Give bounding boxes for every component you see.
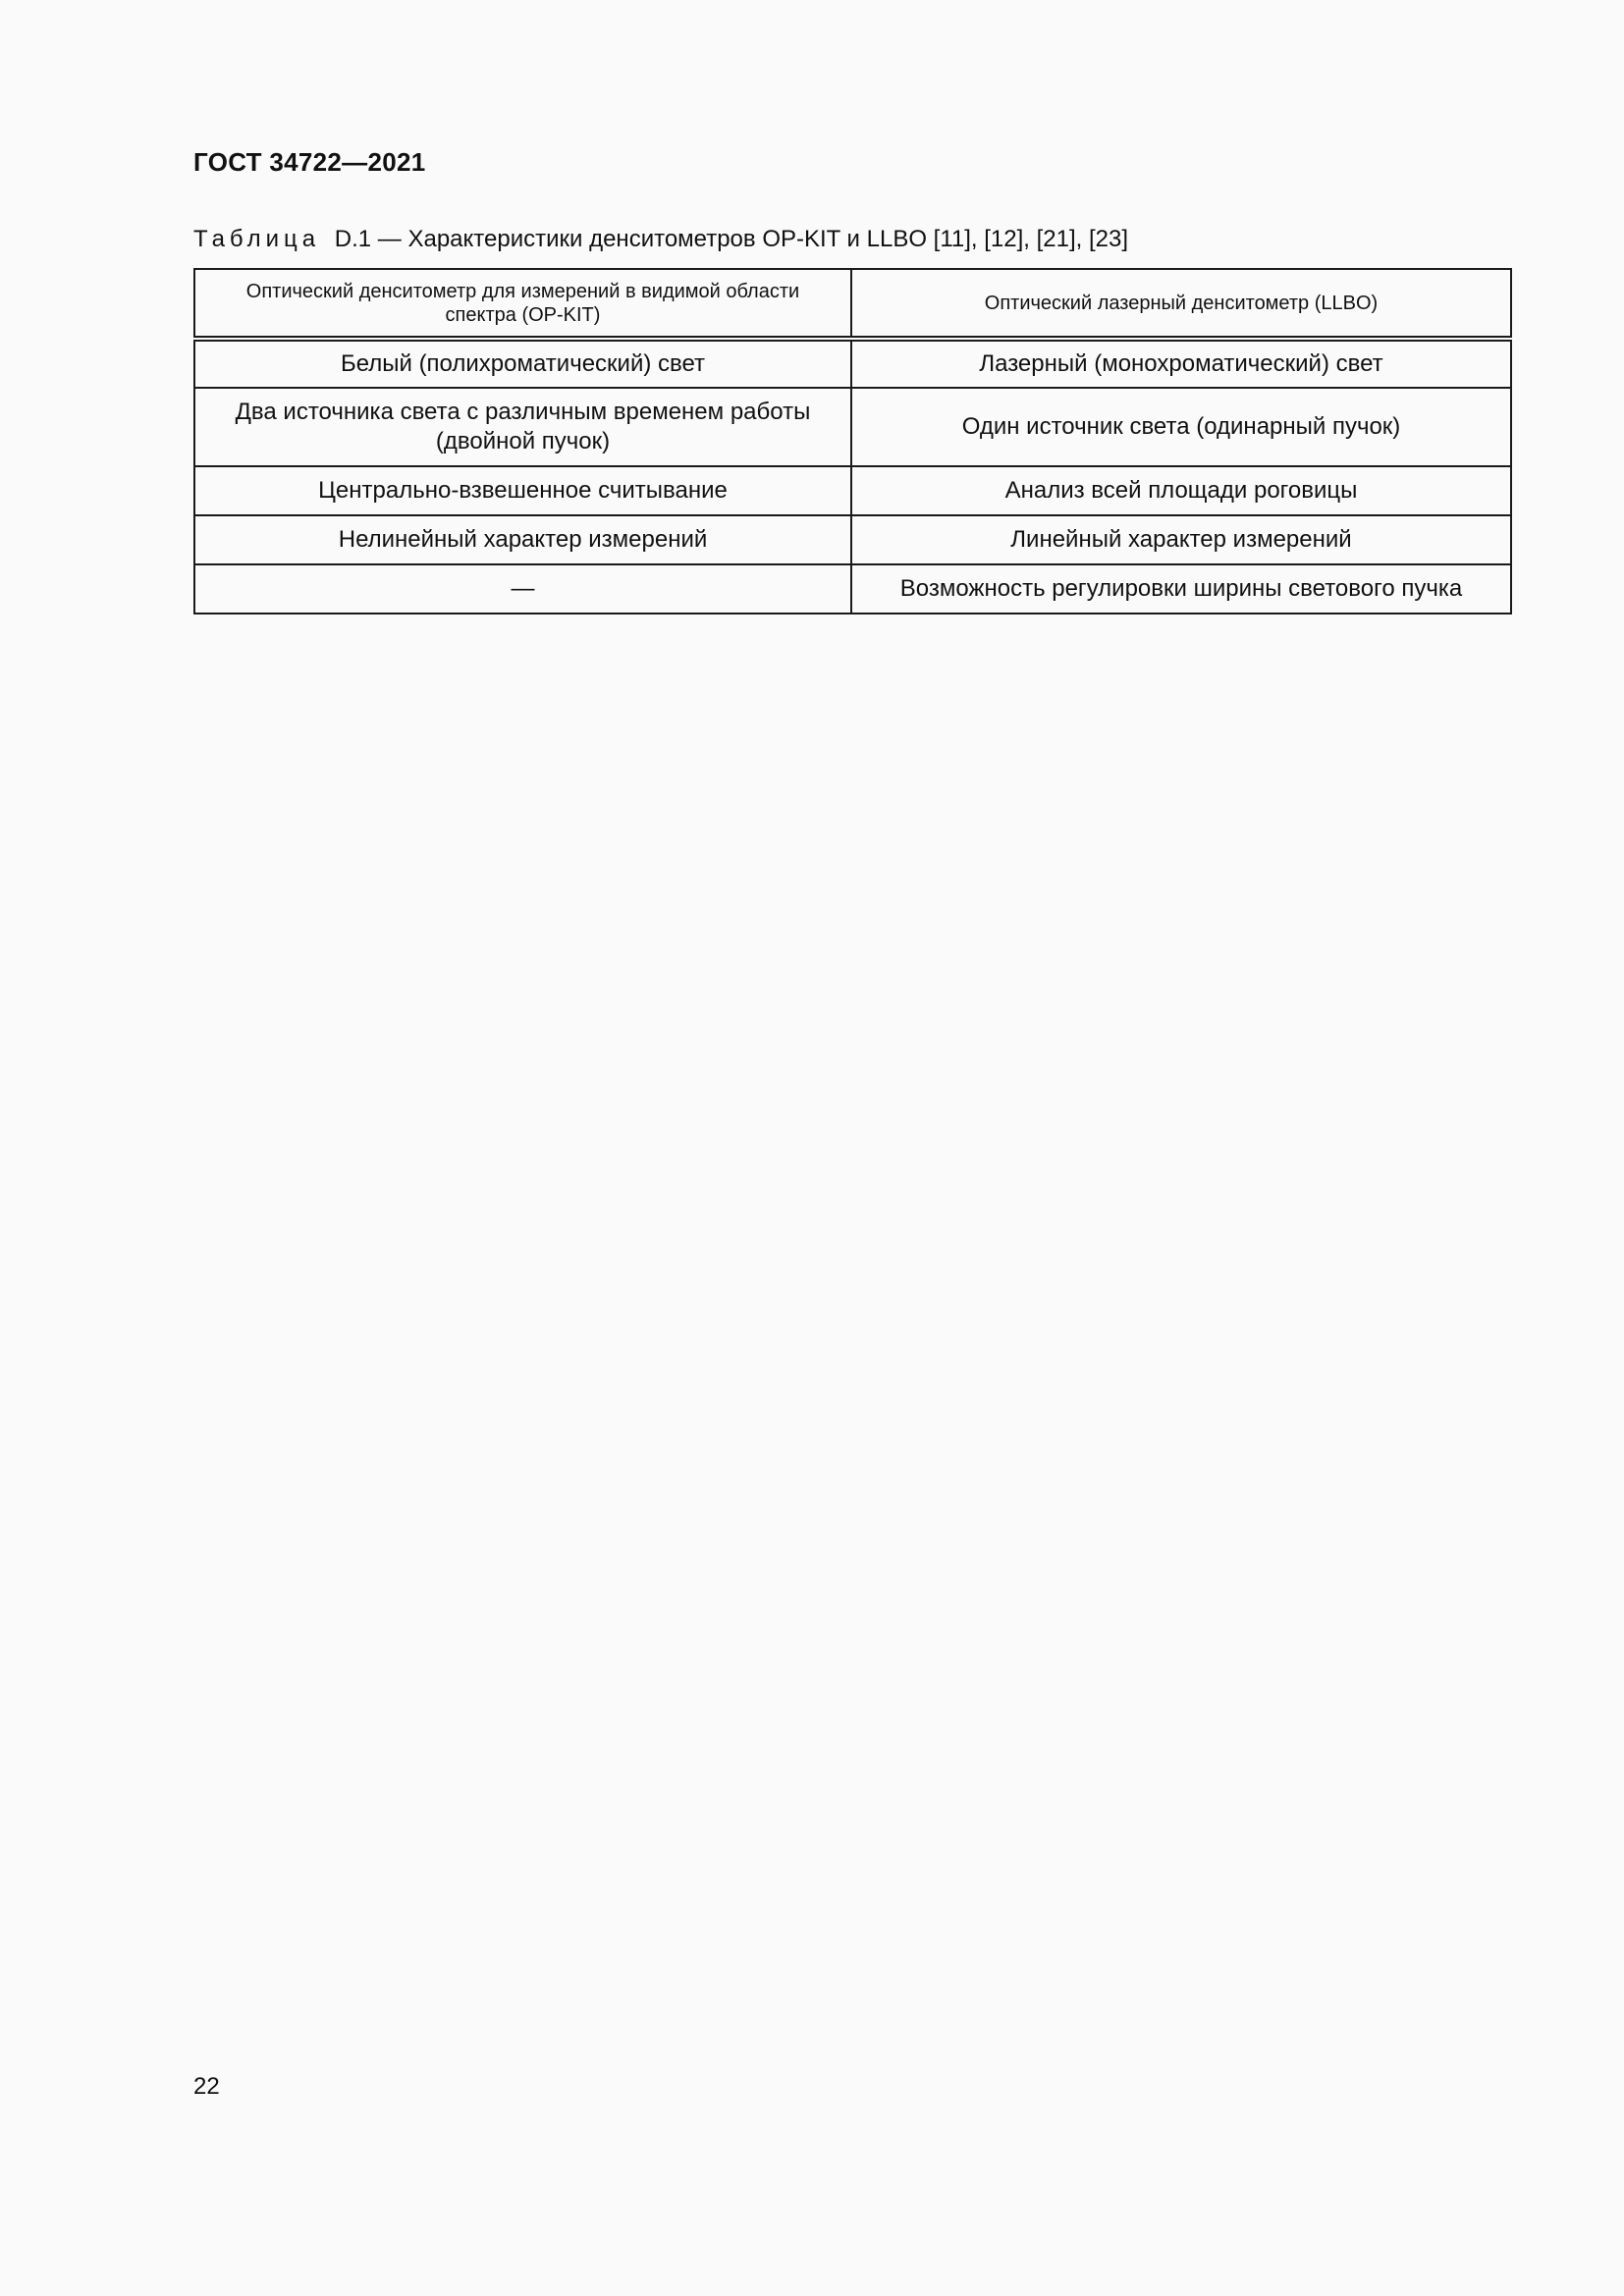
table-cell-op-kit: Центрально-взвешенное считывание xyxy=(194,466,851,515)
table-caption xyxy=(193,226,1128,253)
column-header-llbo: Оптический лазерный денситометр (LLBO) xyxy=(851,269,1511,339)
table-cell-llbo: Линейный характер измерений xyxy=(851,515,1511,564)
table-row xyxy=(194,339,1511,388)
table-row xyxy=(194,466,1511,515)
table-cell-llbo: Возможность регулировки ширины светового пучка xyxy=(851,564,1511,614)
table-cell-llbo: Один источник света (одинарный пучок) xyxy=(851,388,1511,466)
table-caption-label: Таблица xyxy=(193,226,321,252)
densitometer-comparison-table xyxy=(193,268,1512,614)
table-cell-op-kit: Нелинейный характер измерений xyxy=(194,515,851,564)
table-row xyxy=(194,515,1511,564)
table-cell-op-kit: Два источника света с различным временем работы (двойной пучок) xyxy=(194,388,851,466)
table-row xyxy=(194,388,1511,466)
table-cell-op-kit: — xyxy=(194,564,851,614)
table-cell-llbo: Лазерный (монохроматический) свет xyxy=(851,339,1511,388)
table-row xyxy=(194,564,1511,614)
table-header-row xyxy=(194,269,1511,339)
column-header-op-kit: Оптический денситометр для измерений в видимой области спектра (OP-KIT) xyxy=(194,269,851,339)
page-number: 22 xyxy=(193,2073,220,2100)
table-cell-llbo: Анализ всей площади роговицы xyxy=(851,466,1511,515)
table-cell-op-kit: Белый (полихроматический) свет xyxy=(194,339,851,388)
table-caption-title: D.1 — Характеристики денситометров OP-KIT и LLBO [11], [12], [21], [23] xyxy=(334,226,1129,252)
document-header: ГОСТ 34722—2021 xyxy=(193,147,426,177)
